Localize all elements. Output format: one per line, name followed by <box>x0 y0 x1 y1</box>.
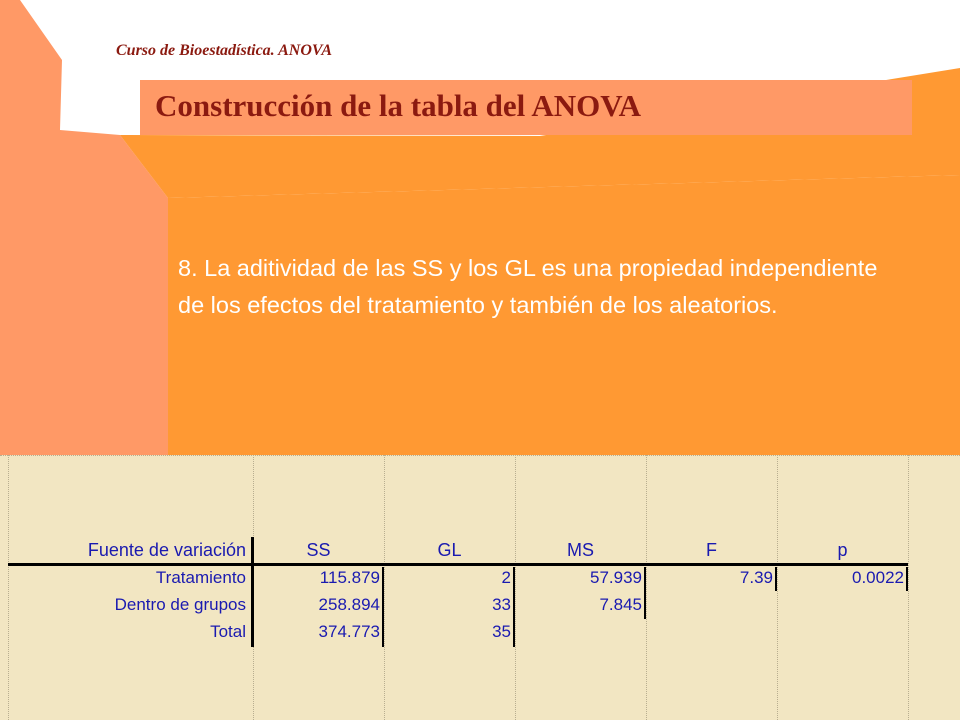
header-ms: MS <box>567 540 594 560</box>
body-paragraph: 8. La aditividad de las SS y los GL es una propiedad independiente de los efectos del tratamiento y también de los aleatorios. <box>178 255 878 318</box>
ss-right-rule <box>382 567 384 647</box>
row-ss: 374.773 <box>318 622 380 641</box>
row-gl: 2 <box>501 568 511 587</box>
row-ss: 258.894 <box>318 595 380 614</box>
gl-right-rule <box>513 567 515 647</box>
row-ss: 115.879 <box>319 568 380 587</box>
f-right-rule <box>775 567 777 591</box>
row-p: 0.0022 <box>852 568 904 587</box>
ms-right-rule <box>644 567 646 619</box>
row-gl: 33 <box>492 595 511 614</box>
row-source: Dentro de grupos <box>114 595 246 614</box>
header-fuente: Fuente de variación <box>87 540 246 560</box>
course-title: Curso de Bioestadística. ANOVA <box>116 42 333 59</box>
row-source: Total <box>210 622 246 641</box>
row-gl: 35 <box>492 622 511 641</box>
slide-title: Construcción de la tabla del ANOVA <box>155 88 641 123</box>
header-f: F <box>706 540 717 560</box>
row-source: Tratamiento <box>155 568 246 587</box>
spreadsheet-area <box>0 455 960 720</box>
header-p: p <box>837 540 848 560</box>
row-ms: 57.939 <box>590 568 642 587</box>
row-f: 7.39 <box>739 568 773 587</box>
header-underline <box>8 563 908 566</box>
row-ms: 7.845 <box>599 595 642 614</box>
p-right-rule <box>906 567 908 591</box>
header-ss: SS <box>306 540 331 560</box>
header-gl: GL <box>437 540 462 560</box>
source-column-divider <box>251 537 254 647</box>
